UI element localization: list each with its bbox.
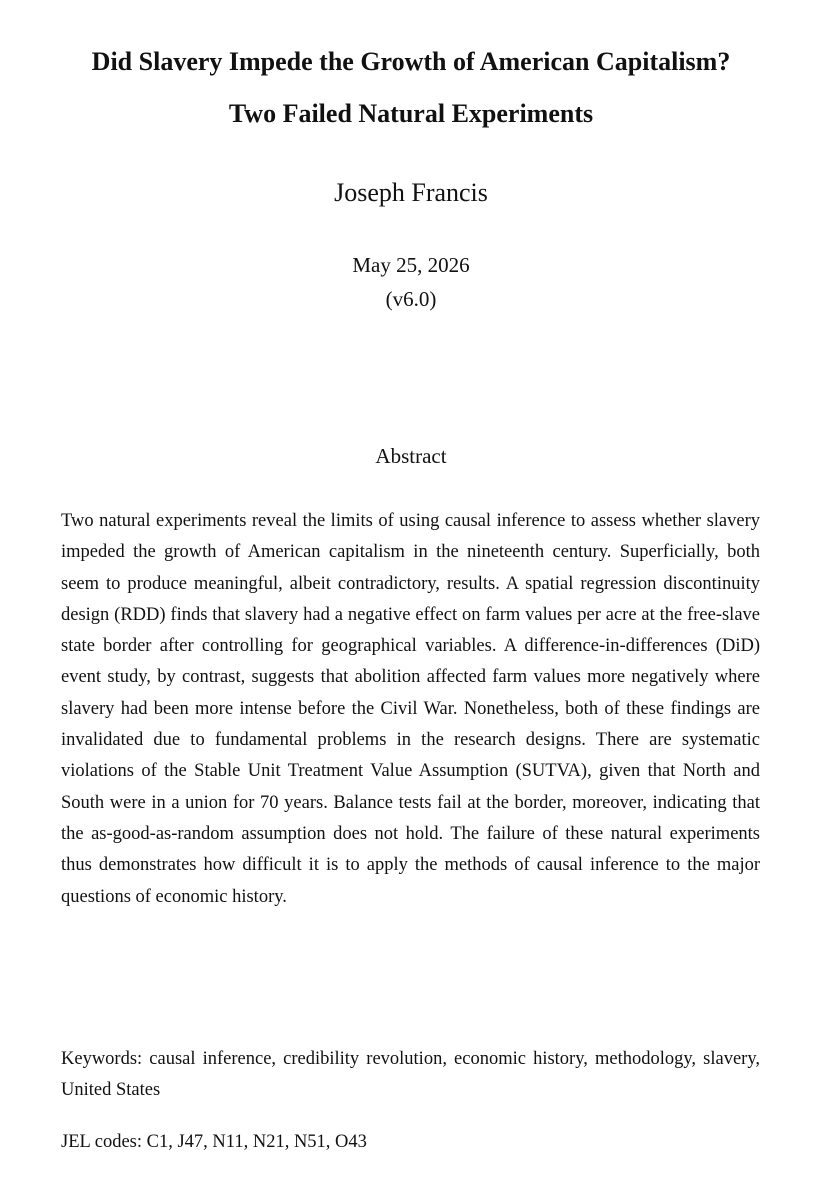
keywords: Keywords: causal inference, credibility revolution, economic history, methodology, slavery, United States [61, 1049, 760, 1101]
publication-date: May 25, 2026 [352, 253, 470, 277]
jel-codes: JEL codes: C1, J47, N11, N21, N51, O43 [61, 1132, 367, 1152]
abstract-body: Two natural experiments reveal the limits of using causal inference to assess whether slavery impeded the growth of American capitalism in the nineteenth century. Superficially, both seem to produce meaningful, albeit contradictory, results. A spatial regression discontinuity design (RDD) finds that slavery had a negative effect on farm values per acre at the free-slave state border after controlling for geographical variables. A difference-in-differences (DiD) event study, by contrast, suggests that abolition affected farm values more negatively where slavery had been more intense before the Civil War. Nonetheless, both of these findings are invalidated due to fundamental problems in the research designs. There are systematic violations of the Stable Unit Treatment Value Assumption (SUTVA), given that North and South were in a union for 70 years. Balance tests fail at the border, moreover, indicating that the as-good-as-random assumption does not hold. The failure of these natural experiments thus demonstrates how difficult it is to apply the methods of causal inference to the major questions of economic history. [61, 511, 760, 907]
version-label: (v6.0) [385, 287, 437, 311]
paper-title-line-1: Did Slavery Impede the Growth of American Capitalism? [91, 47, 731, 76]
paper-title-line-2: Two Failed Natural Experiments [228, 99, 594, 128]
author-name: Joseph Francis [334, 178, 488, 207]
date-block [0, 248, 822, 316]
abstract-heading: Abstract [375, 444, 447, 468]
paper-title [0, 36, 822, 140]
